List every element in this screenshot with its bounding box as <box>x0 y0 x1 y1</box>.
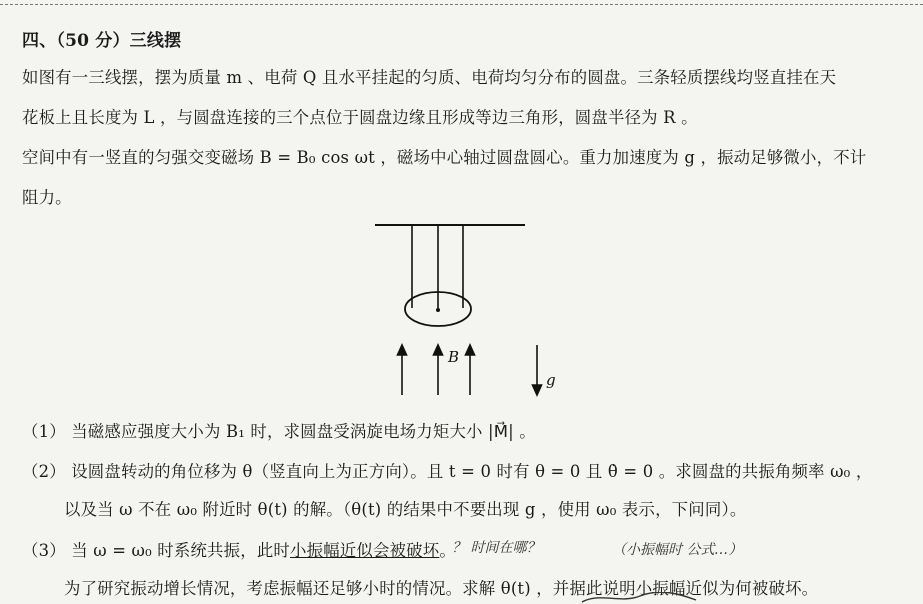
g-label: g <box>546 371 556 389</box>
b-label: B <box>448 348 460 366</box>
pendulum-figure <box>360 215 580 400</box>
question-2-line-1: （2） 设圆盘转动的角位移为 θ（竖直向上为正方向）。且 t = 0 时有 θ = 0 且 θ̇ = 0 。求圆盘的共振角频率 ω₀ ， <box>22 462 873 481</box>
top-dashed-rule <box>0 4 923 5</box>
gravity-arrow <box>533 345 542 395</box>
handwritten-note-2: （小振幅时 公式…） <box>612 542 743 558</box>
q3-suffix: 。 <box>439 541 456 560</box>
magnetic-field-arrows <box>398 345 475 395</box>
b-arrowhead-2 <box>434 345 443 355</box>
handwritten-squiggle <box>580 592 700 604</box>
handwritten-note-1: ？ 时间在哪？ <box>452 540 541 556</box>
question-3-line-2: 为了研究振动增长情况，考虑振幅还足够小时的情况。求解 θ(t) ，并据此说明小振幅近似为何被破坏。 <box>64 579 819 598</box>
section-title: 四、（50 分）三线摆 <box>22 31 182 51</box>
intro-line-3: 空间中有一竖直的匀强交变磁场 B = B₀ cos ωt ，磁场中心轴过圆盘圆心。重力加速度为 g ，振动足够微小，不计 <box>22 148 867 167</box>
disk-center <box>436 308 440 312</box>
question-2-line-2: 以及当 ω 不在 ω₀ 附近时 θ(t) 的解。（θ(t) 的结果中不要出现 g ，使用 ω₀ 表示，下问同）。 <box>64 500 747 519</box>
question-1: （1） 当磁感应强度大小为 B₁ 时，求圆盘受涡旋电场力矩大小 |M⃗| 。 <box>22 422 536 441</box>
q3-underlined-phrase: 小振幅近似会被破坏 <box>290 541 440 560</box>
intro-line-4: 阻力。 <box>22 188 72 207</box>
question-3-line-1 <box>22 537 456 561</box>
b-arrowhead-3 <box>466 345 475 355</box>
intro-line-2: 花板上且长度为 L ，与圆盘连接的三个点位于圆盘边缘且形成等边三角形，圆盘半径为 R 。 <box>22 108 698 127</box>
intro-line-1: 如图有一三线摆，摆为质量 m 、电荷 Q 且水平挂起的匀质、电荷均匀分布的圆盘。三条轻质摆线均竖直挂在天 <box>22 68 837 87</box>
b-arrowhead-1 <box>398 345 407 355</box>
q3-prefix: （3） 当 ω = ω₀ 时系统共振，此时 <box>22 541 291 560</box>
